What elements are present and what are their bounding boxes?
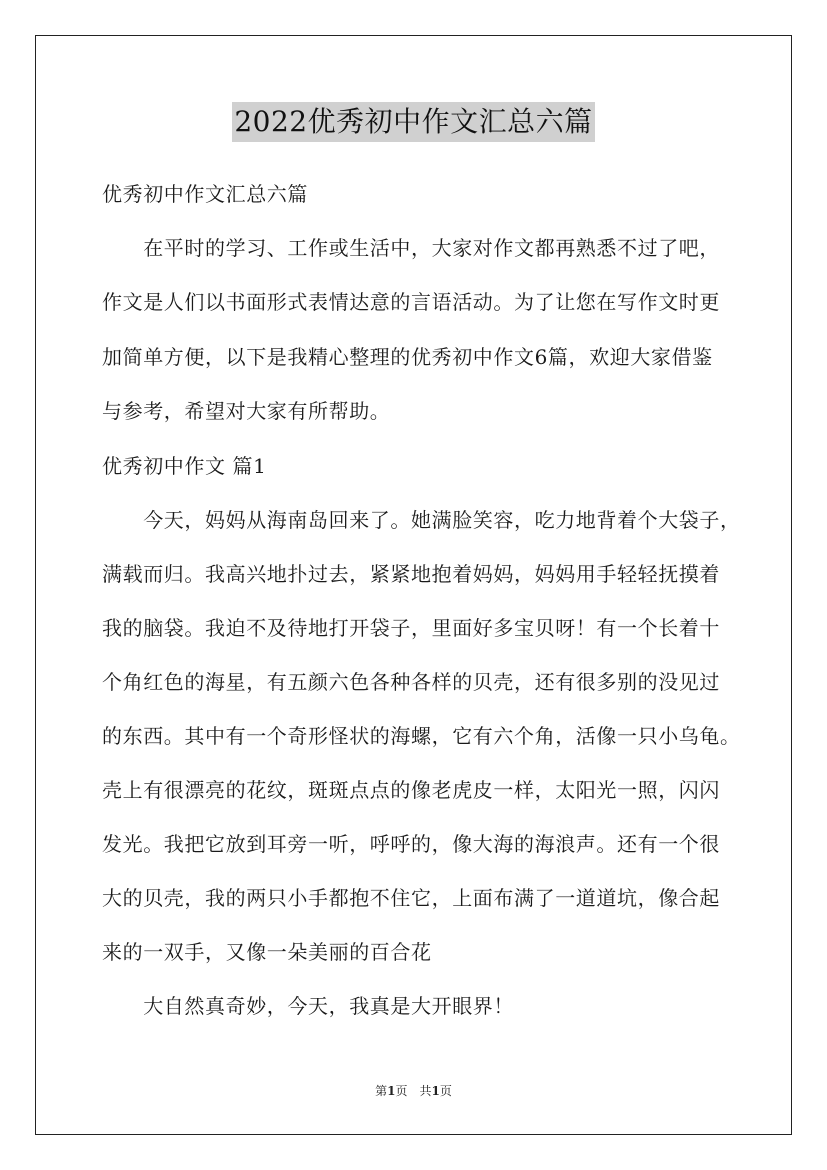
title-wrapper — [0, 102, 827, 142]
paragraph-line: 壳上有很漂亮的花纹，斑斑点点的像老虎皮一样，太阳光一照，闪闪 — [102, 778, 720, 802]
footer-suffix: 页 — [439, 1084, 452, 1098]
paragraph-line: 加简单方便，以下是我精心整理的优秀初中作文6篇，欢迎大家借鉴 — [102, 345, 713, 369]
paragraph-line: 我的脑袋。我迫不及待地打开袋子，里面好多宝贝呀！有一个长着十 — [102, 616, 720, 640]
paragraph-line: 的东西。其中有一个奇形怪状的海螺，它有六个角，活像一只小乌龟。 — [102, 724, 741, 748]
section-heading: 优秀初中作文 篇1 — [102, 454, 267, 478]
paragraph-line: 大的贝壳，我的两只小手都抱不住它，上面布满了一道道坑，像合起 — [102, 886, 720, 910]
paragraph-line: 今天，妈妈从海南岛回来了。她满脸笑容，吃力地背着个大袋子， — [102, 508, 741, 532]
paragraph-line: 作文是人们以书面形式表情达意的言语活动。为了让您在写作文时更 — [102, 290, 720, 314]
subtitle-line: 优秀初中作文汇总六篇 — [102, 182, 308, 206]
footer-prefix: 第 — [375, 1084, 388, 1098]
footer-page-total: 1 — [431, 1084, 440, 1098]
paragraph-line: 来的一双手，又像一朵美丽的百合花 — [102, 940, 432, 964]
paragraph-line: 满载而归。我高兴地扑过去，紧紧地抱着妈妈，妈妈用手轻轻抚摸着 — [102, 562, 720, 586]
paragraph-line: 个角红色的海星，有五颜六色各种各样的贝壳，还有很多别的没见过 — [102, 670, 720, 694]
document-title: 2022优秀初中作文汇总六篇 — [232, 102, 594, 142]
footer-mid: 页 共 — [395, 1084, 432, 1098]
paragraph-line: 发光。我把它放到耳旁一听，呼呼的，像大海的海浪声。还有一个很 — [102, 832, 720, 856]
page-footer — [0, 1083, 827, 1099]
footer-page-current: 1 — [387, 1084, 396, 1098]
paragraph-line: 在平时的学习、工作或生活中，大家对作文都再熟悉不过了吧， — [102, 236, 720, 260]
paragraph-line: 与参考，希望对大家有所帮助。 — [102, 399, 391, 423]
paragraph-line: 大自然真奇妙，今天，我真是大开眼界！ — [102, 994, 514, 1018]
